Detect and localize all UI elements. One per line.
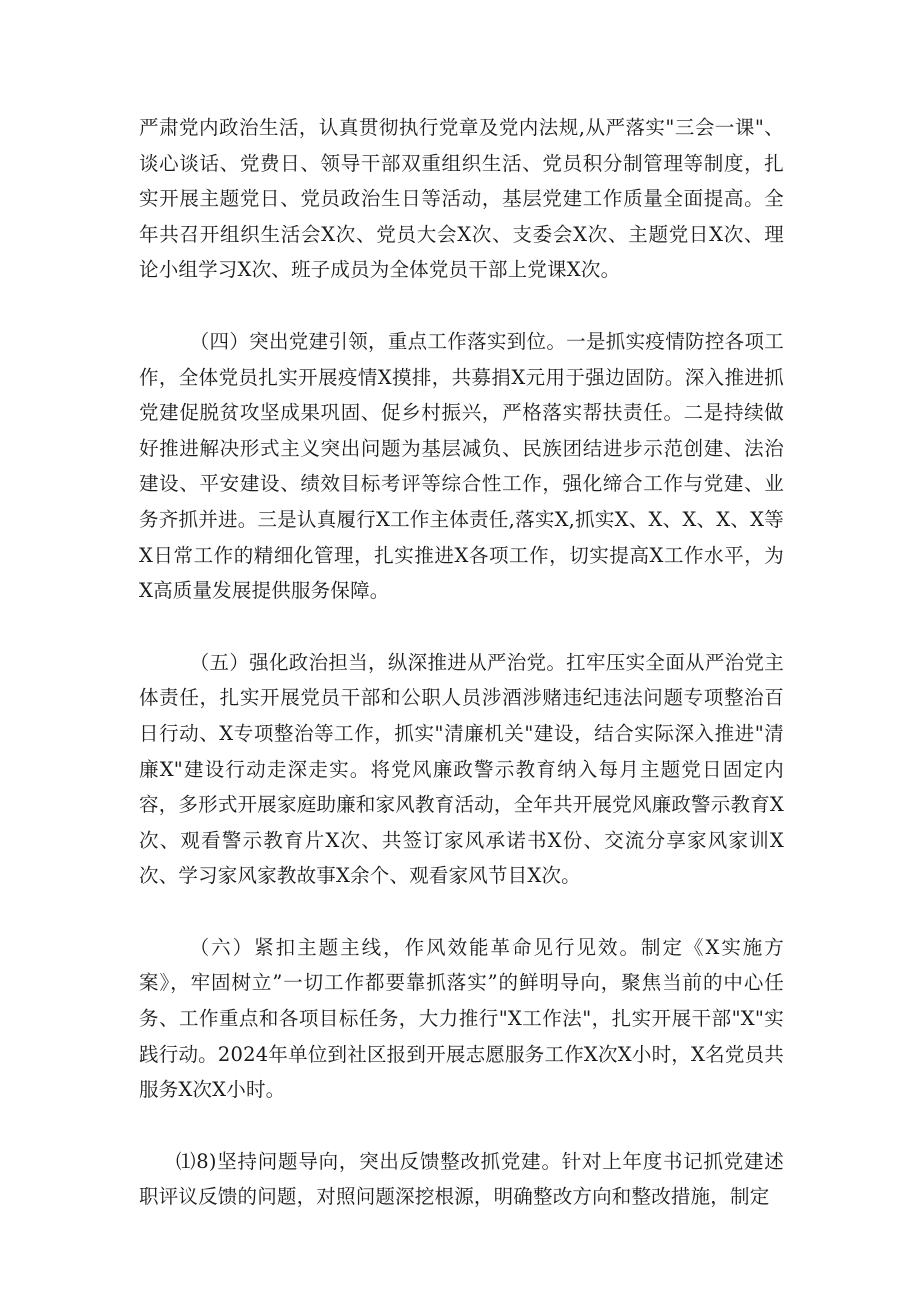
paragraph-section-6: （六）紧扣主题主线，作风效能革命见行见效。制定《X实施方案》，牢固树立”一切工作都要靠抓落实”的鲜明导向，聚焦当前的中心任务、工作重点和各项目标任务，大力推行"X工作法"，扎实开展干部"X"实践行动。2024年单位到社区报到开展志愿服务工作X次X小时，X名党员共服务X次X小时。 bbox=[139, 935, 784, 1102]
paragraph-section-7: ⑴8)坚持问题导向，突出反馈整改抓党建。针对上年度书记抓党建述职评议反馈的问题，对照问题深挖根源，明确整改方向和整改措施，制定 bbox=[139, 1149, 784, 1209]
paragraph-party-life: 严肃党内政治生活，认真贯彻执行党章及党内法规,从严落实"三会一课"、谈心谈话、党费日、领导干部双重组织生活、党员积分制管理等制度，扎实开展主题党日、党员政治生日等活动，基层党建工作质量全面提高。全年共召开组织生活会X次、党员大会X次、支委会X次、主题党日X次、理论小组学习X次、班子成员为全体党员干部上党课X次。 bbox=[139, 116, 784, 282]
paragraph-section-4: （四）突出党建引领，重点工作落实到位。一是抓实疫情防控各项工作，全体党员扎实开展疫情X摸排，共募捐X元用于强边固防。深入推进抓党建促脱贫攻坚成果巩固、促乡村振兴，严格落实帮扶责任。二是持续做好推进解决形式主义突出问题为基层减负、民族团结进步示范创建、法治建设、平安建设、绩效目标考评等综合性工作，强化缔合工作与党建、业务齐抓并进。三是认真履行X工作主体责任,落实X,抓实X、X、X、X、X等X日常工作的精细化管理，扎实推进X各项工作，切实提高X工作水平，为X高质量发展提供服务保障。 bbox=[139, 329, 784, 603]
paragraph-section-5: （五）强化政治担当，纵深推进从严治党。扛牢压实全面从严治党主体责任，扎实开展党员干部和公职人员涉酒涉赌违纪违法问题专项整治百日行动、X专项整治等工作，抓实"清廉机关"建设，结合实际深入推进"清廉X"建设行动走深走实。将党风廉政警示教育纳入每月主题党日固定内容，多形式开展家庭助廉和家风教育活动，全年共开展党风廉政警示教育X次、观看警示教育片X次、共签订家风承诺书X份、交流分享家风家训X次、学习家风家教故事X余个、观看家风节目X次。 bbox=[139, 650, 784, 888]
